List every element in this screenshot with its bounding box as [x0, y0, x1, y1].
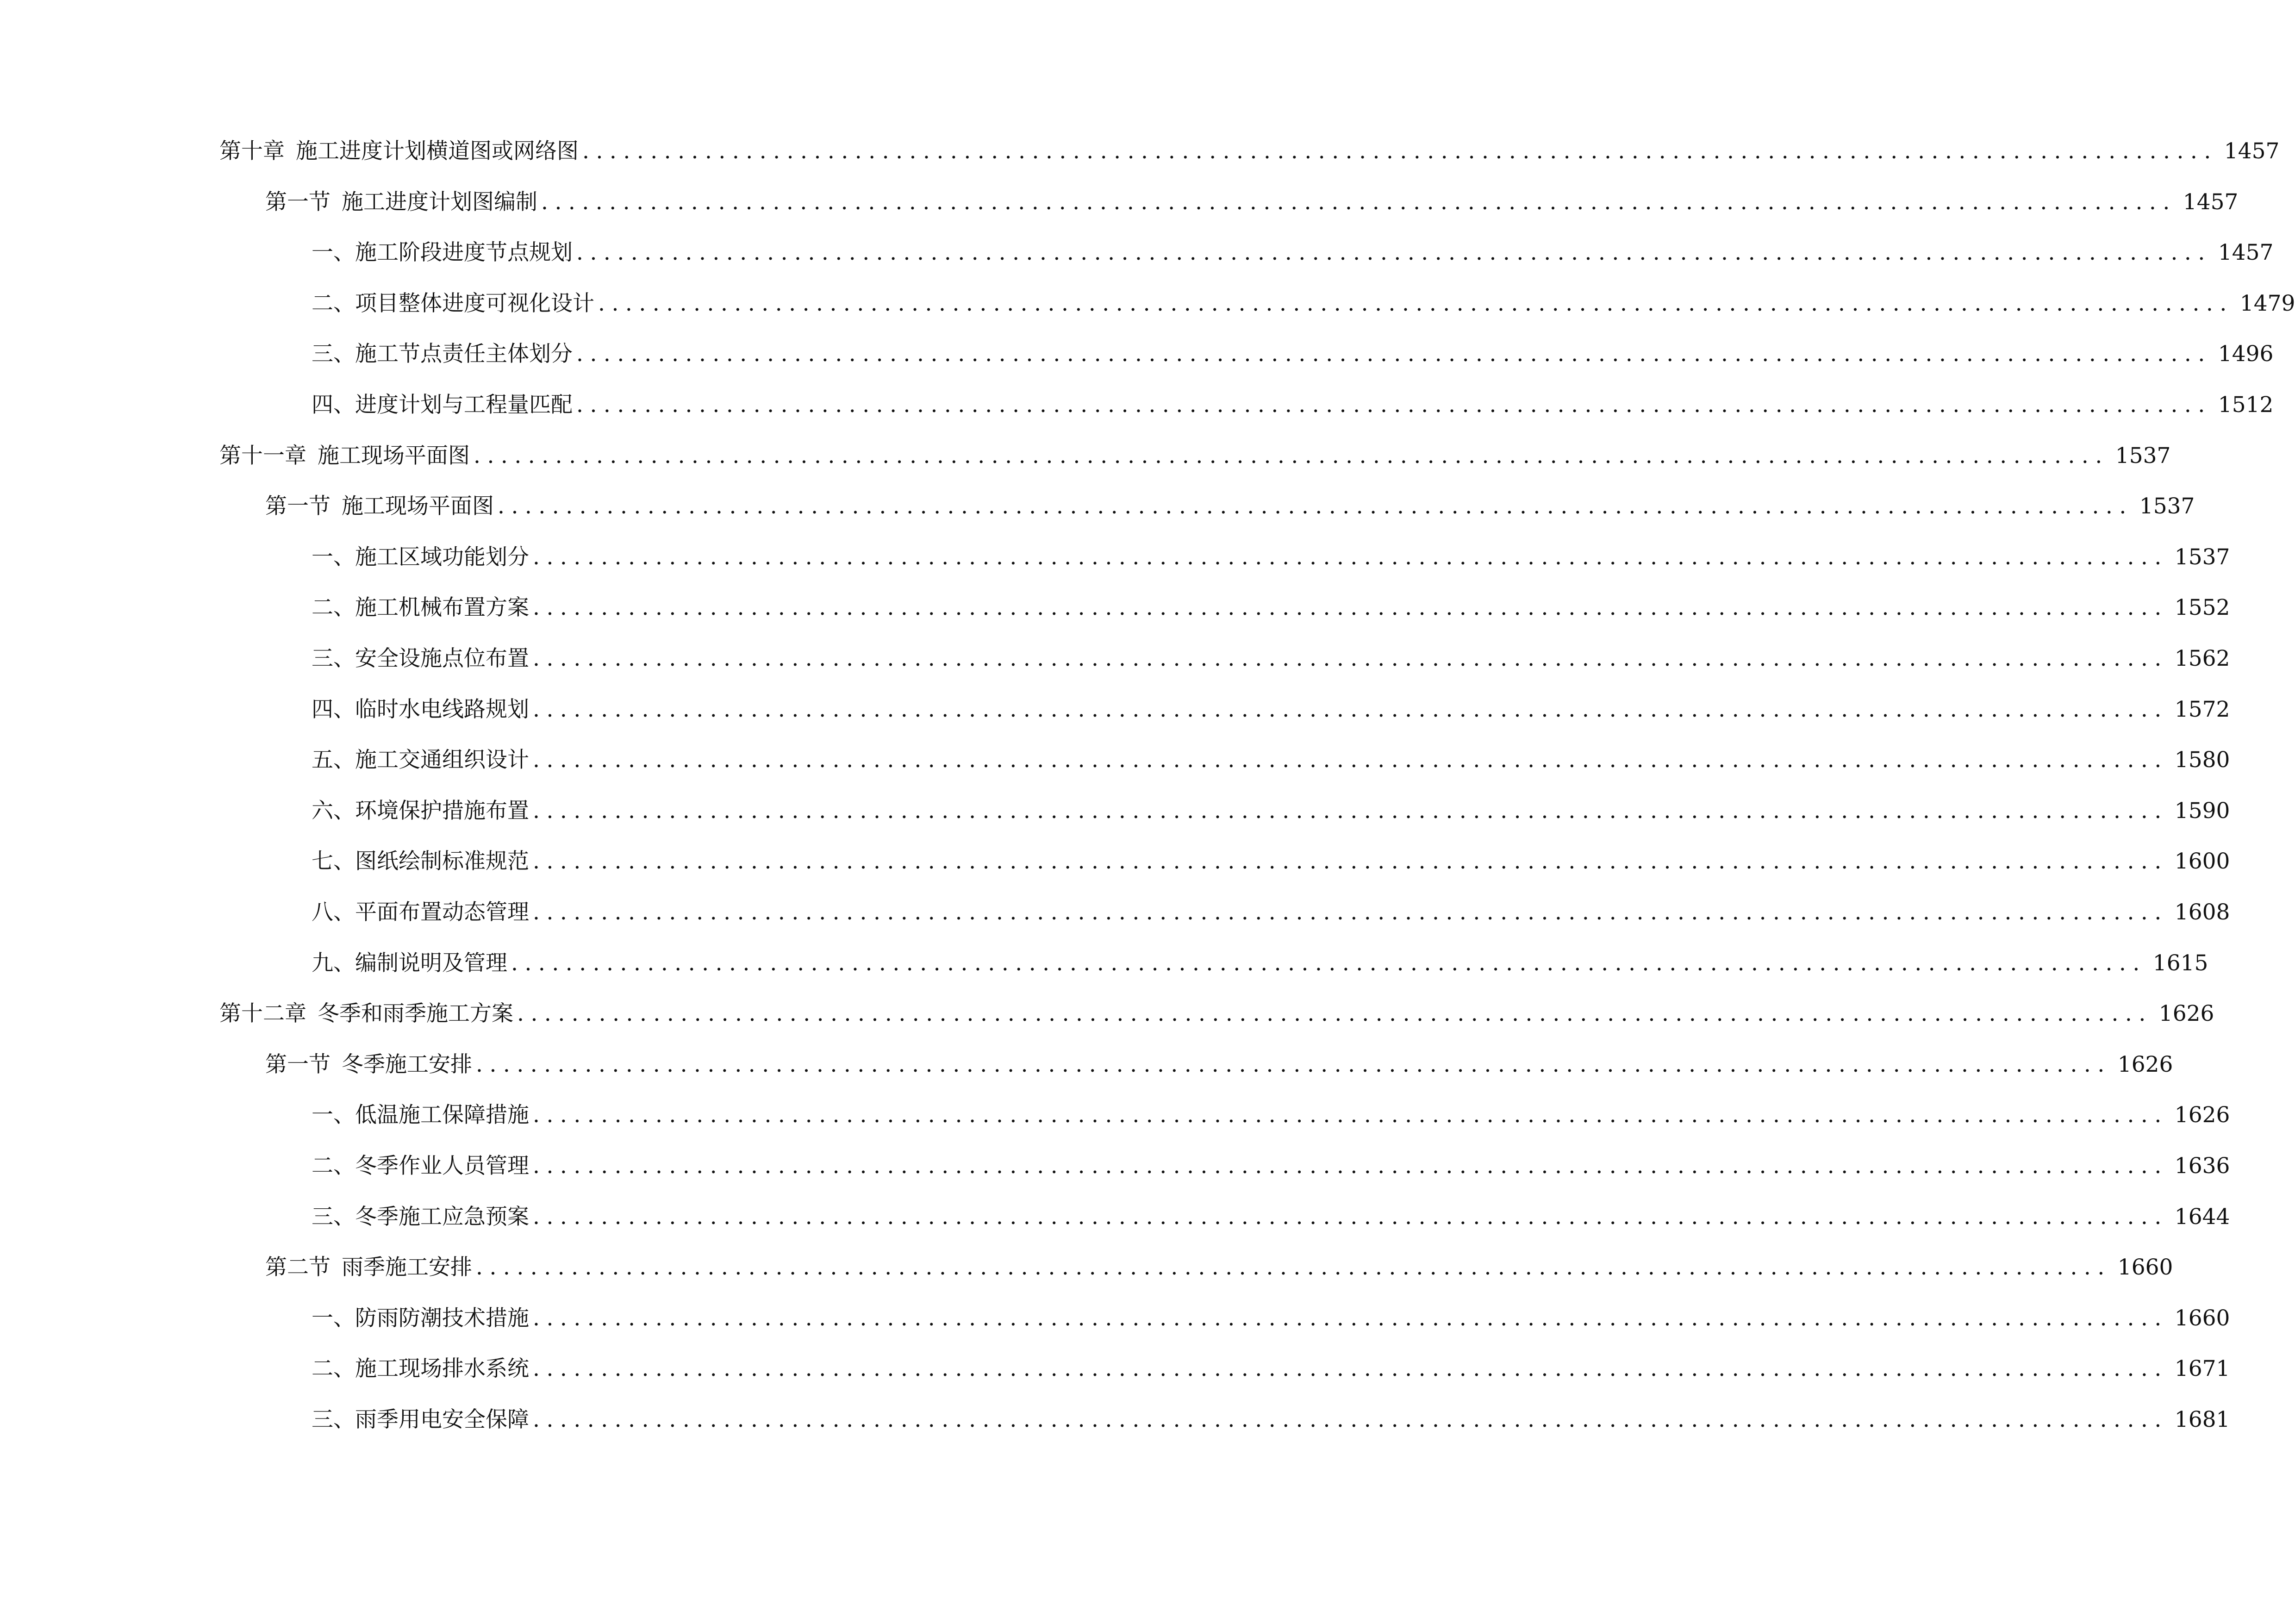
toc-item-entry[interactable] — [312, 947, 2208, 980]
toc-entry-title: 项目整体进度可视化设计 — [355, 291, 594, 316]
toc-entry-title: 环境保护措施布置 — [355, 798, 529, 824]
toc-page-number: 1660 — [2117, 1255, 2173, 1280]
toc-dot-leader: ........................................................................................................................ — [476, 1255, 2111, 1280]
toc-entry-title: 冬季施工应急预案 — [355, 1204, 529, 1230]
toc-entry-title: 施工阶段进度节点规划 — [355, 240, 573, 265]
toc-section-entry[interactable] — [265, 490, 2195, 523]
toc-entry-number: 三、 — [312, 646, 355, 671]
toc-dot-leader: ........................................................................................................................ — [533, 747, 2168, 773]
toc-entry-number: 一、 — [312, 544, 355, 570]
toc-dot-leader: ........................................................................................................................ — [474, 443, 2109, 468]
toc-entry-title: 施工进度计划横道图或网络图 — [296, 138, 579, 164]
toc-entry-number: 第一节 — [265, 1052, 331, 1077]
toc-dot-leader: ........................................................................................................................ — [511, 950, 2146, 976]
toc-item-entry[interactable] — [312, 845, 2230, 878]
toc-entry-number: 七、 — [312, 849, 355, 874]
toc-page-number: 1608 — [2174, 899, 2230, 925]
toc-dot-leader: ........................................................................................................................ — [498, 493, 2133, 519]
toc-section-entry[interactable] — [265, 1049, 2173, 1081]
toc-dot-leader: ........................................................................................................................ — [576, 341, 2212, 367]
toc-page-number: 1537 — [2139, 493, 2195, 519]
toc-entry-number: 一、 — [312, 1102, 355, 1128]
toc-entry-number: 一、 — [312, 240, 355, 265]
toc-entry-number: 八、 — [312, 899, 355, 925]
toc-dot-leader: ........................................................................................................................ — [533, 1305, 2168, 1331]
toc-entry-title: 编制说明及管理 — [355, 950, 507, 976]
toc-item-entry[interactable] — [312, 338, 2274, 370]
toc-item-entry[interactable] — [312, 237, 2274, 269]
toc-entry-title: 低温施工保障措施 — [355, 1102, 529, 1128]
toc-page-number: 1562 — [2174, 646, 2230, 671]
toc-dot-leader: ........................................................................................................................ — [576, 392, 2212, 418]
toc-entry-title: 图纸绘制标准规范 — [355, 849, 529, 874]
toc-item-entry[interactable] — [312, 1150, 2230, 1182]
toc-page-number: 1457 — [2218, 240, 2274, 265]
toc-entry-number: 第十一章 — [219, 443, 306, 468]
toc-dot-leader: ........................................................................................................................ — [533, 595, 2168, 620]
toc-dot-leader: ........................................................................................................................ — [598, 291, 2233, 316]
toc-entry-number: 九、 — [312, 950, 355, 976]
toc-page-number: 1512 — [2218, 392, 2274, 418]
toc-dot-leader: ........................................................................................................................ — [533, 697, 2168, 722]
toc-item-entry[interactable] — [312, 541, 2230, 574]
toc-page-number: 1626 — [2158, 1001, 2214, 1026]
toc-dot-leader: ........................................................................................................................ — [533, 544, 2168, 570]
toc-dot-leader: ........................................................................................................................ — [533, 1407, 2168, 1432]
toc-chapter-entry[interactable] — [219, 440, 2171, 472]
toc-entry-number: 三、 — [312, 341, 355, 367]
toc-dot-leader: ........................................................................................................................ — [533, 646, 2168, 671]
toc-entry-title: 冬季作业人员管理 — [355, 1153, 529, 1179]
toc-entry-title: 防雨防潮技术措施 — [355, 1305, 529, 1331]
toc-entry-title: 施工机械布置方案 — [355, 595, 529, 620]
toc-entry-number: 二、 — [312, 595, 355, 620]
toc-item-entry[interactable] — [312, 1099, 2230, 1131]
toc-item-entry[interactable] — [312, 592, 2230, 624]
toc-entry-title: 冬季施工安排 — [342, 1052, 472, 1077]
toc-dot-leader: ........................................................................................................................ — [533, 798, 2168, 824]
toc-entry-number: 四、 — [312, 392, 355, 418]
toc-dot-leader: ........................................................................................................................ — [533, 1102, 2168, 1128]
toc-entry-number: 三、 — [312, 1204, 355, 1230]
toc-chapter-entry[interactable] — [219, 998, 2214, 1030]
toc-page-number: 1644 — [2174, 1204, 2230, 1230]
toc-page-number: 1537 — [2174, 544, 2230, 570]
toc-item-entry[interactable] — [312, 744, 2230, 776]
toc-item-entry[interactable] — [312, 287, 2295, 320]
toc-page-number: 1552 — [2174, 595, 2230, 620]
toc-entry-title: 施工现场排水系统 — [355, 1356, 529, 1381]
toc-entry-title: 施工交通组织设计 — [355, 747, 529, 773]
toc-entry-number: 四、 — [312, 697, 355, 722]
toc-item-entry[interactable] — [312, 389, 2274, 421]
toc-item-entry[interactable] — [312, 693, 2230, 726]
toc-page-number: 1580 — [2174, 747, 2230, 773]
toc-entry-title: 雨季用电安全保障 — [355, 1407, 529, 1432]
toc-item-entry[interactable] — [312, 1302, 2230, 1335]
toc-entry-number: 五、 — [312, 747, 355, 773]
toc-page-number: 1457 — [2183, 189, 2239, 215]
toc-entry-title: 施工现场平面图 — [342, 493, 494, 519]
toc-entry-title: 雨季施工安排 — [342, 1255, 472, 1280]
toc-section-entry[interactable] — [265, 186, 2239, 219]
toc-entry-title: 安全设施点位布置 — [355, 646, 529, 671]
toc-entry-title: 冬季和雨季施工方案 — [318, 1001, 513, 1026]
toc-dot-leader: ........................................................................................................................ — [533, 1204, 2168, 1230]
toc-chapter-entry[interactable] — [219, 135, 2280, 168]
toc-entry-number: 六、 — [312, 798, 355, 824]
toc-dot-leader: ........................................................................................................................ — [533, 1356, 2168, 1381]
toc-page-number: 1626 — [2174, 1102, 2230, 1128]
toc-page-number: 1590 — [2174, 798, 2230, 824]
toc-section-entry[interactable] — [265, 1251, 2173, 1284]
toc-entry-number: 第一节 — [265, 189, 331, 215]
toc-dot-leader: ........................................................................................................................ — [533, 899, 2168, 925]
toc-page-number: 1600 — [2174, 849, 2230, 874]
toc-entry-number: 三、 — [312, 1407, 355, 1432]
toc-dot-leader: ........................................................................................................................ — [517, 1001, 2152, 1026]
toc-page-number: 1660 — [2174, 1305, 2230, 1331]
toc-item-entry[interactable] — [312, 1201, 2230, 1233]
toc-page-number: 1636 — [2174, 1153, 2230, 1179]
toc-entry-number: 第十二章 — [219, 1001, 306, 1026]
toc-item-entry[interactable] — [312, 896, 2230, 929]
toc-entry-number: 二、 — [312, 291, 355, 316]
toc-entry-title: 进度计划与工程量匹配 — [355, 392, 573, 418]
toc-item-entry[interactable] — [312, 795, 2230, 827]
toc-entry-number: 一、 — [312, 1305, 355, 1331]
toc-entry-number: 二、 — [312, 1356, 355, 1381]
toc-entry-number: 二、 — [312, 1153, 355, 1179]
toc-page-number: 1537 — [2115, 443, 2171, 468]
toc-dot-leader: ........................................................................................................................ — [541, 189, 2177, 215]
toc-item-entry[interactable] — [312, 1404, 2230, 1436]
toc-page-number: 1681 — [2174, 1407, 2230, 1432]
toc-page-number: 1671 — [2174, 1356, 2230, 1381]
toc-dot-leader: ........................................................................................................................ — [576, 240, 2212, 265]
toc-page-number: 1479 — [2239, 291, 2295, 316]
toc-dot-leader: ........................................................................................................................ — [533, 849, 2168, 874]
toc-page-number: 1626 — [2117, 1052, 2173, 1077]
toc-page-number: 1496 — [2218, 341, 2274, 367]
toc-page-number: 1572 — [2174, 697, 2230, 722]
toc-dot-leader: ........................................................................................................................ — [533, 1153, 2168, 1179]
toc-entry-number: 第十章 — [219, 138, 285, 164]
toc-dot-leader: ........................................................................................................................ — [582, 138, 2218, 164]
toc-page-number: 1457 — [2224, 138, 2280, 164]
toc-entry-title: 施工区域功能划分 — [355, 544, 529, 570]
toc-entry-title: 施工节点责任主体划分 — [355, 341, 573, 367]
toc-item-entry[interactable] — [312, 643, 2230, 675]
toc-entry-title: 平面布置动态管理 — [355, 899, 529, 925]
toc-entry-title: 施工进度计划图编制 — [342, 189, 537, 215]
toc-entry-number: 第二节 — [265, 1255, 331, 1280]
toc-entry-number: 第一节 — [265, 493, 331, 519]
toc-page-number: 1615 — [2152, 950, 2208, 976]
toc-dot-leader: ........................................................................................................................ — [476, 1052, 2111, 1077]
toc-entry-title: 施工现场平面图 — [318, 443, 470, 468]
toc-item-entry[interactable] — [312, 1353, 2230, 1385]
toc-entry-title: 临时水电线路规划 — [355, 697, 529, 722]
